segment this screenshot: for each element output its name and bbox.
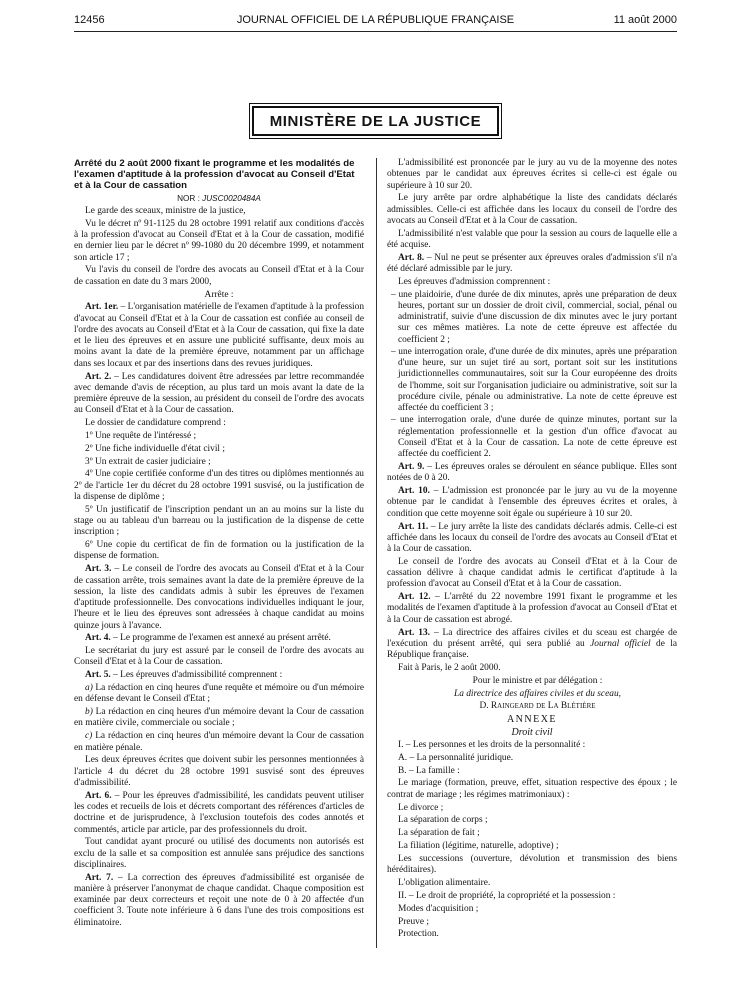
article-12 xyxy=(387,592,677,626)
list-item: – une interrogation orale, d'une durée de dix minutes, après une préparation d'une heure, sur un sujet tiré au sort, portant soit sur les institutions juridictionnelles communautaires, soit sur la Cour européenne des droits de l'homme, soit sur l'organisation judiciaire ou administrative, soit sur la procédure civile, pénale ou administrative. La note de cette épreuve est affectée du coefficient 3 ; xyxy=(387,347,677,415)
header-rule xyxy=(74,31,677,32)
article-number: Art. 12. xyxy=(398,592,431,603)
right-column xyxy=(387,158,677,942)
article-8 xyxy=(387,253,677,276)
item-text: La rédaction en cinq heures d'un mémoire devant la Cour de cassation en matière pénale. xyxy=(74,731,364,753)
list-item: 3º Un extrait de casier judiciaire ; xyxy=(85,456,211,467)
article-4 xyxy=(74,633,364,644)
annexe-line: Le divorce ; xyxy=(398,802,444,813)
article-11 xyxy=(387,522,677,556)
article-number: Art. 7. xyxy=(85,872,114,883)
article-text: – L'admission est prononcée par le jury au vu de la moyenne obtenue par le candidat à l'ensemble des épreuves écrites et orales, à condition que cette moyenne soit égale ou supérieure à 10 sur 20. xyxy=(387,486,677,519)
annexe-line: Le mariage (formation, preuve, effet, situation respective des époux ; le contrat de mariage ; les régimes matrimoniaux) : xyxy=(387,778,677,800)
annexe-line: Preuve ; xyxy=(398,916,429,927)
preamble-paragraph: Le garde des sceaux, ministre de la justice, xyxy=(85,206,246,217)
paragraph: Les épreuves d'admission comprennent : xyxy=(398,276,551,287)
article-13 xyxy=(387,628,677,662)
paragraph: L'admissibilité est prononcée par le jury au vu de la moyenne des notes obtenues par le candidat aux épreuves écrites si celle-ci est égale ou supérieure à 10 sur 20. xyxy=(387,158,677,191)
article-text: – Les épreuves d'admissibilité comprennent : xyxy=(110,670,283,681)
preamble-paragraph: Vu le décret nº 91-1125 du 28 octobre 1991 relatif aux conditions d'accès à la profession d'avocat au Conseil d'Etat et à la Cour de cassation, modifié en dernier lieu par le décret nº 99-1080 du 20 décembre 1999, et notamment son article 17 ; xyxy=(74,218,364,263)
article-3 xyxy=(74,564,364,632)
article-text: – La correction des épreuves d'admissibilité est organisée de manière à préserver l'anonymat de chaque candidat. Chaque composition est examinée par deux correcteurs et reçoit une note de 0 à 20 affectée d'un coefficient 3. Toute note inférieure à 6 dans l'une des trois compositions est éliminatoire. xyxy=(74,872,364,928)
column-rule xyxy=(376,158,377,948)
article-number: Art. 11. xyxy=(398,521,429,532)
article-text: – L'organisation matérielle de l'examen d'aptitude à la profession d'avocat au Conseil d'Etat et à la Cour de cassation est confiée au conseil de l'ordre des avocats au Conseil d'Etat et à la Cour de cassation, qui fixe la date et le lieu des épreuves et en assure une publicité suffisante, deux mois au moins avant la date de la première épreuve, notamment par un affichage dans ses locaux et par des insertions dans des revues juridiques. xyxy=(74,302,365,369)
nor-label: NOR : xyxy=(177,194,200,204)
issue-date: 11 août 2000 xyxy=(613,14,677,26)
article-9 xyxy=(387,462,677,485)
ministry-title: MINISTÈRE DE LA JUSTICE xyxy=(252,106,500,136)
article-number: Art. 13. xyxy=(398,627,431,638)
page-number: 12456 xyxy=(74,14,105,26)
annexe-line: II. – Le droit de propriété, la copropriété et la possession : xyxy=(398,890,616,901)
nor-code: JUSC0020484A xyxy=(202,194,261,204)
article-text: – Le jury arrête la liste des candidats déclarés admis. Celle-ci est affichée dans les locaux du conseil de l'ordre des avocats au Conseil d'Etat et à la Cour de cassation. xyxy=(387,521,677,554)
item-label: a) xyxy=(85,683,93,694)
paragraph: Le jury arrête par ordre alphabétique la liste des candidats déclarés admissibles. Celle-ci est affichée dans les locaux du conseil de l'ordre des avocats au Conseil d'Etat et à la Cour de cassation. xyxy=(387,193,677,226)
paragraph: Les deux épreuves écrites que doivent subir les personnes mentionnées à l'article 4 du décret du 28 octobre 1991 susvisé sont des épreuves d'admissibilité. xyxy=(74,755,364,788)
list-item: 5º Un justificatif de l'inscription pendant un an au moins sur la liste du stage ou au tableau d'un barreau ou la justification de la dispense de cette inscription ; xyxy=(74,504,364,538)
article-text: – La directrice des affaires civiles et du sceau est chargée de l'exécution du présent arrêté, qui sera publié au xyxy=(387,627,677,649)
list-item: 4º Une copie certifiée conforme d'un des titres ou diplômes mentionnés au 2º de l'article 1er du décret du 28 octobre 1991 susvisé, ou la justification de la dispense de diplôme ; xyxy=(74,469,364,502)
signature-delegation: Pour le ministre et par délégation : xyxy=(472,675,603,686)
article-number: Art. 4. xyxy=(85,633,111,644)
list-item: 1º Une requête de l'intéressé ; xyxy=(85,430,197,441)
article-number: Art. 1er. xyxy=(85,302,119,313)
item-text: La rédaction en cinq heures d'une requête et mémoire ou d'un mémoire en défense devant le Conseil d'Etat ; xyxy=(74,683,364,705)
item-label: b) xyxy=(85,707,93,718)
list-item xyxy=(74,731,364,754)
article-text: – Les candidatures doivent être adressées par lettre recommandée avec demande d'avis de réception, au plus tard un mois avant la date de la première épreuve de la session, au président du conseil de l'ordre des avocats au Conseil d'Etat et à la Cour de cassation. xyxy=(74,371,364,416)
article-text: – Nul ne peut se présenter aux épreuves orales d'admission s'il n'a été déclaré admissible par le jury. xyxy=(387,252,677,275)
article-10 xyxy=(387,486,677,520)
annexe-line: B. – La famille : xyxy=(398,765,460,776)
signing-place-date: Fait à Paris, le 2 août 2000. xyxy=(398,662,501,673)
arrete-heading: Arrête : xyxy=(204,289,234,300)
ministry-heading xyxy=(0,103,751,139)
article-text: – Les épreuves orales se déroulent en séance publique. Elles sont notées de 0 à 20. xyxy=(387,462,677,484)
annexe-line: Protection. xyxy=(398,929,439,940)
annexe-line: Modes d'acquisition ; xyxy=(398,903,479,914)
signature-role: La directrice des affaires civiles et du sceau, xyxy=(454,688,621,699)
nor-reference xyxy=(74,193,364,204)
article-5 xyxy=(74,670,364,681)
decree-title: Arrêté du 2 août 2000 fixant le programme et les modalités de l'examen d'aptitude à la profession d'avocat au Conseil d'Etat et à la Cour de cassation xyxy=(74,158,355,192)
article-2 xyxy=(74,372,364,417)
list-item: 2º Une fiche individuelle d'état civil ; xyxy=(85,443,225,454)
annexe-line: L'obligation alimentaire. xyxy=(398,878,491,889)
article-number: Art. 5. xyxy=(85,670,111,681)
list-item xyxy=(74,683,364,706)
article-number: Art. 8. xyxy=(398,252,425,263)
list-item xyxy=(74,707,364,730)
list-item: – une plaidoirie, d'une durée de dix minutes, après une préparation de deux heures, portant sur un dossier de droit civil, commercial, social, pénal ou administratif, suivie d'une discussion de dix minutes avec le jury portant sur ces mêmes matières. La note de cette épreuve est affectée du coefficient 2 ; xyxy=(387,290,677,346)
journal-name: Journal officiel xyxy=(590,638,651,649)
article-number: Art. 3. xyxy=(85,564,112,575)
annexe-section: Droit civil xyxy=(511,727,553,739)
list-item: – une interrogation orale, d'une durée de quinze minutes, portant sur la réglementation professionnelle et la gestion d'un office d'avocat au Conseil d'Etat et à la Cour de cassation. La note de cette épreuve est affectée du coefficient 2. xyxy=(387,415,677,460)
list-item: 6º Une copie du certificat de fin de formation ou la justification de la dispense de formation. xyxy=(74,540,364,562)
paragraph: Le secrétariat du jury est assuré par le conseil de l'ordre des avocats au Conseil d'Etat et à la Cour de cassation. xyxy=(74,646,364,668)
article-text: – Le conseil de l'ordre des avocats au Conseil d'Etat et à la Cour de cassation arrête, trois semaines avant la date de la première épreuve de la session, la liste des candidats admis à subir les épreuves de l'examen d'aptitude professionnelle. Des convocations individuelles indiquant le jour, l'heure et le lieu des épreuves sont adressées à chaque candidat au moins quinze jours à l'avance. xyxy=(74,564,364,631)
item-text: La rédaction en cinq heures d'un mémoire devant la Cour de cassation en matière civile, commerciale ou sociale ; xyxy=(74,707,364,729)
annexe-line: La filiation (légitime, naturelle, adoptive) ; xyxy=(398,841,559,852)
article-text: – L'arrêté du 22 novembre 1991 fixant le programme et les modalités de l'examen d'aptitude à la profession d'avocat au Conseil d'Etat et à la Cour de cassation est abrogé. xyxy=(387,592,677,625)
admission-list xyxy=(387,290,677,461)
paragraph: L'admissibilité n'est valable que pour la session au cours de laquelle elle a été acquise. xyxy=(387,228,677,250)
article-7 xyxy=(74,873,364,929)
article-number: Art. 2. xyxy=(85,371,112,382)
paragraph: Tout candidat ayant procuré ou utilisé des documents non autorisés est exclu de la salle et sa composition est annulée sans préjudice des sanctions disciplinaires. xyxy=(74,837,364,870)
preamble-paragraph: Vu l'avis du conseil de l'ordre des avocats au Conseil d'Etat et à la Cour de cassation en date du 3 mars 2000, xyxy=(74,265,364,287)
article-6 xyxy=(74,791,364,836)
journal-title: JOURNAL OFFICIEL DE LA RÉPUBLIQUE FRANÇAISE xyxy=(236,14,515,26)
running-head xyxy=(74,14,677,30)
annexe-line: I. – Les personnes et les droits de la personnalité : xyxy=(398,739,586,750)
article-number: Art. 10. xyxy=(398,486,430,497)
signatory-name: D. Raingeard de La Blétière xyxy=(479,701,596,712)
annexe-line: La séparation de fait ; xyxy=(398,828,480,839)
paragraph: Le conseil de l'ordre des avocats au Conseil d'Etat et à la Cour de cassation délivre à chaque candidat admis le certificat d'aptitude à la profession d'avocat au Conseil d'Etat et à la Cour de cassation. xyxy=(387,556,677,590)
annexe-line: Les successions (ouverture, dévolution et transmission des biens héréditaires). xyxy=(387,853,677,876)
left-column xyxy=(74,158,364,931)
annexe-line: La séparation de corps ; xyxy=(398,815,488,826)
article-1 xyxy=(74,302,364,370)
article-number: Art. 9. xyxy=(398,462,425,473)
ministry-frame xyxy=(249,103,503,139)
item-label: c) xyxy=(85,731,93,742)
annexe-title: ANNEXE xyxy=(506,714,558,726)
article-number: Art. 6. xyxy=(85,790,112,801)
paragraph: Le dossier de candidature comprend : xyxy=(85,418,226,429)
annexe-line: A. – La personnalité juridique. xyxy=(398,752,514,763)
article-text: de la République française. xyxy=(387,638,677,661)
article-text: – Pour les épreuves d'admissibilité, les candidats peuvent utiliser les codes et recueils de lois et décrets comportant des références d'articles de doctrine et de jurisprudence, à l'exclusion toutefois des codes annotés et commentés, article par article, par des professionnels du droit. xyxy=(74,790,364,835)
article-text: – Le programme de l'examen est annexé au présent arrêté. xyxy=(110,633,331,644)
